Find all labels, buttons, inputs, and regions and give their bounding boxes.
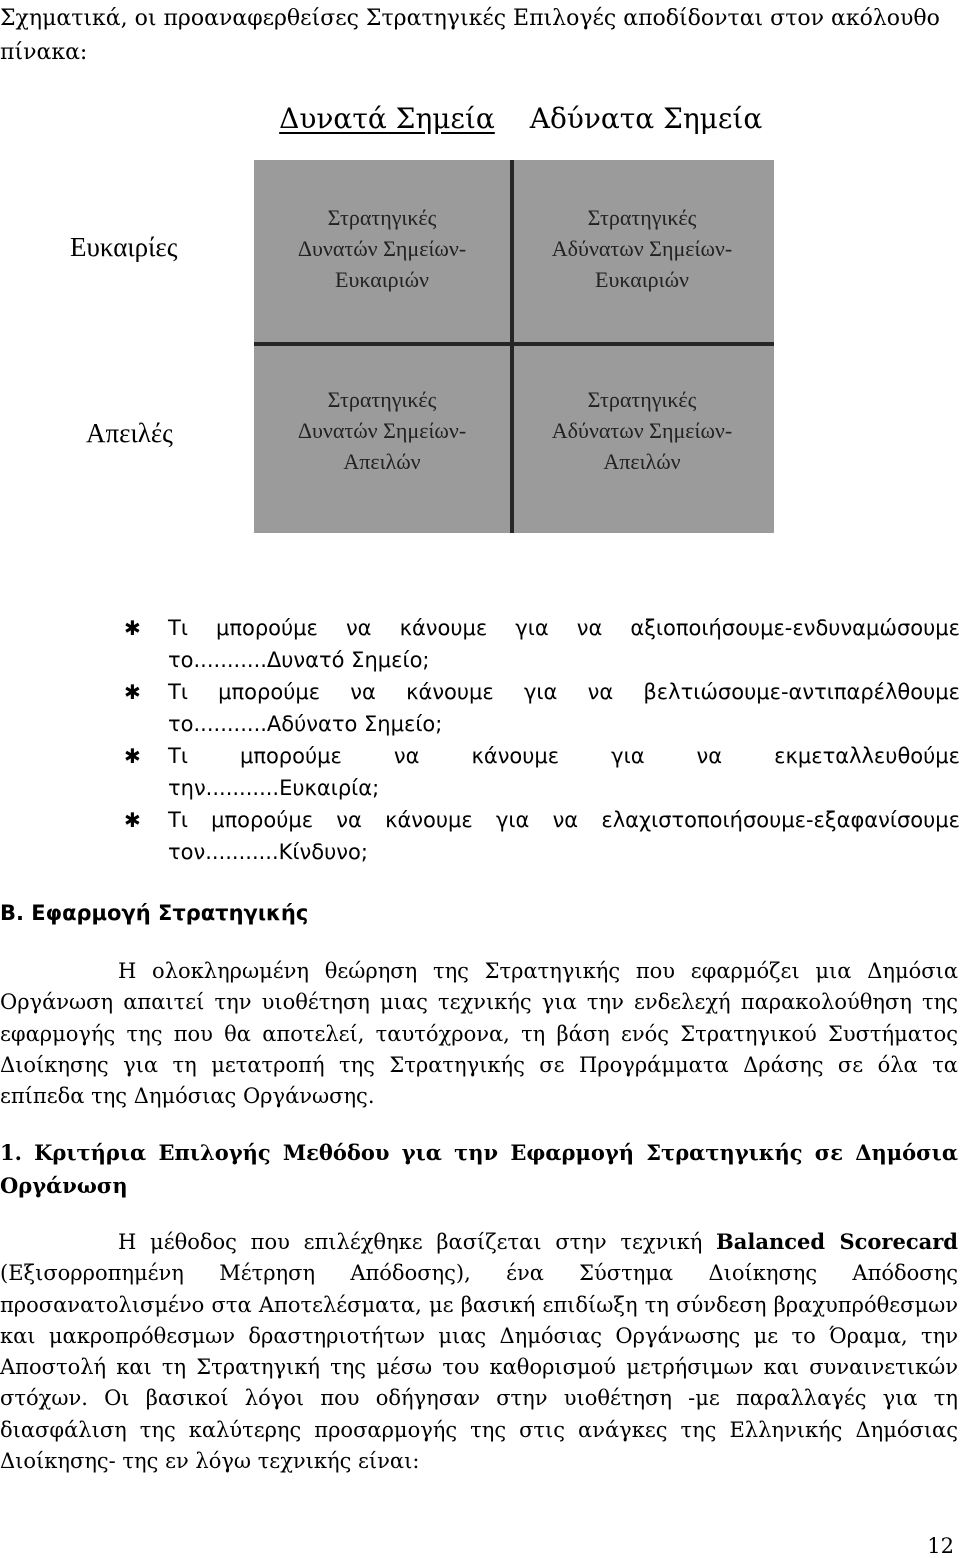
cell-strengths-opportunities: Στρατηγικές Δυνατών Σημείων- Ευκαιριών — [297, 205, 467, 292]
list-item: ✱ Τι μπορούμε να κάνουμε για να αξιοποιήσουμε-ενδυναμώσουμε το...........Δυνατό Σημείο; — [120, 612, 960, 676]
intro-text: Σχηματικά, οι προαναφερθείσες Στρατηγικές Επιλογές αποδίδονται στον ακόλουθο πίνακα: — [0, 6, 940, 65]
section-heading: Β. Εφαρμογή Στρατηγικής — [0, 901, 309, 925]
cell-weaknesses-opportunities: Στρατηγικές Αδύνατων Σημείων- Ευκαιριών — [551, 205, 733, 292]
method-paragraph: Η μέθοδος που επιλέχθηκε βασίζεται στην τεχνική Balanced Scorecard (Εξισορροπημένη Μέτρηση Απόδοσης), ένα Σύστημα Διοίκησης Απόδοσης προσανατολισμένο στα Αποτελέσματα, με βασική επιδίωξη τη σύνδεση βραχυπρόθεσμων και μακροπρόθεσμων δραστηριοτήτων μιας Δημόσιας Οργάνωσης με το Όραμα, την Αποστολή και τη Στρατηγική της μέσω του καθορισμού μετρήσιμων και συναινετικών στόχων. Οι βασικοί λόγοι που οδήγησαν στην υιοθέτηση -με παραλλαγές για τη διασφάλιση της καλύτερης προσαρμογής της στις ανάγκες της Ελληνικής Δημόσιας Διοίκησης- της εν λόγω τεχνικής είναι: — [0, 1229, 958, 1474]
section-paragraph: Η ολοκληρωμένη θεώρηση της Στρατηγικής που εφαρμόζει μια Δημόσια Οργάνωση απαιτεί την υιοθέτηση μιας τεχνικής για την ενδελεχή παρακολούθηση της εφαρμογής της που θα αποτελεί, ταυτόχρονα, τη βάση ενός Στρατηγικού Συστήματος Διοίκησης για τη μετατροπή της Στρατηγικής σε Προγράμματα Δράσης σε όλα τα επίπεδα της Δημόσιας Οργάνωσης. — [0, 959, 958, 1109]
page-number: 12 — [927, 1534, 954, 1558]
asterisk-bullet-icon: ✱ — [124, 616, 141, 640]
swot-matrix — [254, 160, 774, 533]
list-item: ✱ Τι μπορούμε να κάνουμε για να ελαχιστοποιήσουμε-εξαφανίσουμε τον...........Κίνδυνο; — [120, 804, 960, 868]
asterisk-bullet-icon: ✱ — [124, 808, 141, 832]
question-list — [120, 612, 960, 868]
row-header-opportunities: Ευκαιρίες — [70, 232, 178, 262]
row-header-threats: Απειλές — [86, 418, 173, 448]
column-header-strengths: Δυνατά Σημεία — [279, 102, 495, 135]
matrix-horizontal-divider — [254, 342, 774, 346]
cell-strengths-threats: Στρατηγικές Δυνατών Σημείων- Απειλών — [297, 387, 467, 474]
asterisk-bullet-icon: ✱ — [124, 680, 141, 704]
list-item: ✱ Τι μπορούμε να κάνουμε για να εκμεταλλευθούμε την...........Ευκαιρία; — [120, 740, 960, 804]
asterisk-bullet-icon: ✱ — [124, 744, 141, 768]
method-name: Balanced Scorecard — [716, 1229, 958, 1254]
column-header-weaknesses: Αδύνατα Σημεία — [529, 102, 763, 135]
cell-weaknesses-threats: Στρατηγικές Αδύνατων Σημείων- Απειλών — [551, 387, 733, 474]
list-item: ✱ Τι μπορούμε να κάνουμε για να βελτιώσουμε-αντιπαρέλθουμε το...........Αδύνατο Σημείο; — [120, 676, 960, 740]
subsection-heading: 1. Κριτήρια Επιλογής Μεθόδου για την Εφαρμογή Στρατηγικής σε Δημόσια Οργάνωση — [0, 1140, 958, 1198]
